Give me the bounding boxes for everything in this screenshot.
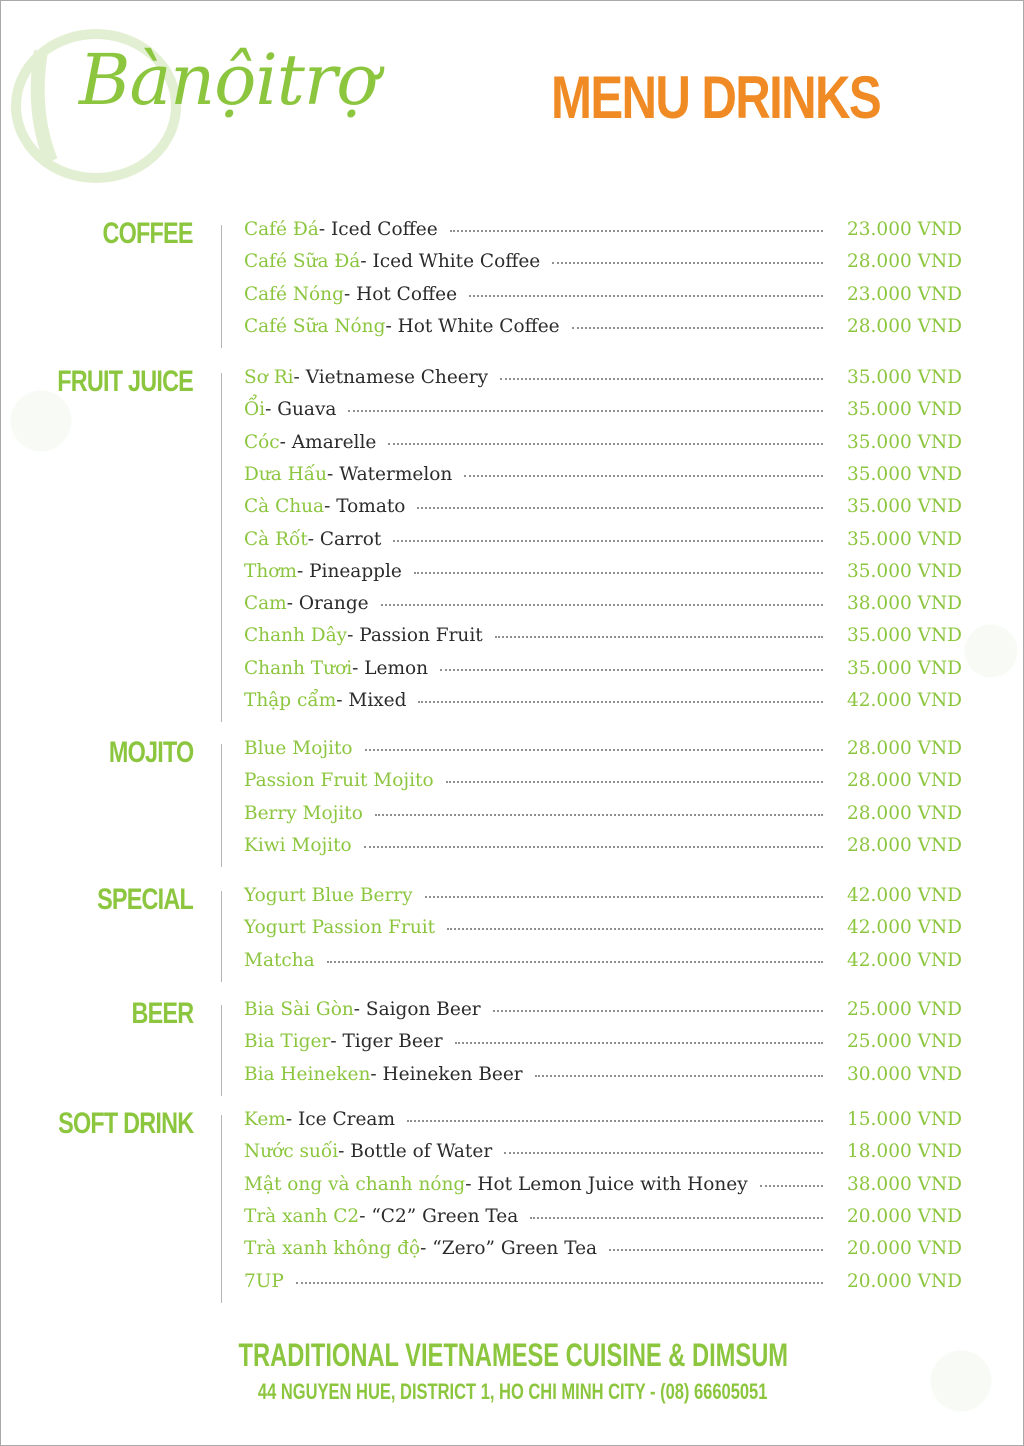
item-name-vn: Chanh Dây (244, 625, 348, 647)
item-name-vn: Trà xanh không độ (244, 1238, 421, 1260)
item-name-vn: Nước suối (244, 1141, 339, 1163)
item-name-vn: Café Đá (244, 219, 319, 240)
item-price: 28.000 VND (847, 251, 962, 273)
menu-item (244, 834, 962, 865)
dot-leader (417, 507, 823, 509)
item-name-vn: 7UP (244, 1270, 284, 1292)
item-name-en: - Iced Coffee (319, 219, 438, 240)
section-divider (221, 225, 222, 348)
item-name-en: - Tiger Beer (330, 1031, 442, 1052)
item-price: 28.000 VND (847, 802, 962, 824)
item-name-en: - Lemon (352, 658, 428, 679)
item-name-en: - Passion Fruit (347, 625, 483, 646)
dot-leader (393, 540, 823, 542)
menu-item (244, 917, 962, 947)
dot-leader (296, 1282, 823, 1284)
item-price: 35.000 VND (847, 528, 962, 550)
item-name-en: - Vietnamese Cheery (294, 367, 489, 388)
item-name-vn: Café Nóng (244, 283, 344, 305)
item-name-en: - Saigon Beer (354, 999, 481, 1020)
item-name-vn: Cà Chua (244, 496, 325, 518)
section-title: SPECIAL (97, 883, 193, 916)
dot-leader (760, 1185, 823, 1187)
item-price: 38.000 VND (847, 1173, 962, 1195)
menu-item (244, 802, 962, 833)
dot-leader (469, 295, 823, 297)
item-name-vn: Thơm (244, 560, 297, 582)
dot-leader (552, 262, 823, 264)
item-name-en: - Mixed (336, 690, 406, 711)
item-price: 35.000 VND (847, 463, 962, 485)
menu-item (244, 251, 962, 281)
item-price: 35.000 VND (847, 560, 962, 582)
item-price: 30.000 VND (847, 1063, 962, 1085)
item-price: 35.000 VND (847, 399, 962, 421)
dot-leader (447, 928, 823, 930)
section-divider (221, 744, 222, 867)
dot-leader (414, 572, 823, 574)
dot-leader (375, 814, 823, 816)
section-title: SOFT DRINK (57, 1107, 193, 1140)
item-name-vn: Blue Mojito (244, 738, 353, 759)
item-name-en: - Hot Coffee (344, 284, 457, 305)
item-price: 35.000 VND (847, 431, 962, 453)
menu-item (244, 283, 962, 314)
menu-item (244, 1238, 962, 1268)
item-name-vn: Yogurt Passion Fruit (244, 917, 436, 939)
item-name-en: - Ice Cream (286, 1109, 395, 1130)
item-name-vn: Trà xanh C2 (244, 1205, 360, 1227)
menu-item (244, 1109, 962, 1139)
item-name-vn: Mật ong và chanh nóng (244, 1173, 466, 1195)
item-name-vn: Chanh Tươi (244, 657, 353, 679)
section-title: COFFEE (102, 217, 193, 250)
dot-leader (495, 636, 823, 638)
menu-item (244, 593, 962, 623)
item-price: 42.000 VND (847, 949, 962, 971)
section-divider (221, 373, 222, 722)
menu-item (244, 738, 962, 768)
item-price: 15.000 VND (847, 1109, 962, 1130)
item-price: 25.000 VND (847, 999, 962, 1020)
dot-leader (504, 1152, 823, 1154)
item-name-vn: Dưa Hấu (244, 463, 328, 485)
section-divider (221, 1005, 222, 1096)
footer-tagline: TRADITIONAL VIETNAMESE CUISINE & DIMSUM (238, 1337, 788, 1373)
dot-leader (535, 1075, 823, 1077)
item-name-vn: Ổi (244, 399, 266, 421)
item-name-vn: Kiwi Mojito (244, 834, 352, 856)
logo-text: Bànộitrợ (79, 39, 378, 121)
dot-leader (365, 749, 823, 751)
menu-item (244, 431, 962, 462)
item-price: 18.000 VND (847, 1141, 962, 1163)
item-name-en: - Hot White Coffee (385, 316, 559, 337)
menu-item (244, 399, 962, 429)
item-price: 28.000 VND (847, 315, 962, 337)
item-name-en: - “Zero” Green Tea (420, 1238, 597, 1259)
item-name-vn: Yogurt Blue Berry (244, 885, 413, 906)
menu-item (244, 1270, 962, 1301)
item-price: 28.000 VND (847, 834, 962, 856)
item-name-vn: Thập cẩm (244, 690, 337, 711)
dot-leader (364, 846, 823, 848)
item-name-vn: Passion Fruit Mojito (244, 770, 434, 792)
section-title: BEER (131, 997, 193, 1030)
menu-item (244, 1173, 962, 1204)
item-name-vn: Cà Rốt (244, 528, 308, 550)
dot-leader (407, 1120, 823, 1122)
menu-item (244, 625, 962, 655)
dot-leader (440, 669, 823, 671)
menu-item (244, 1141, 962, 1171)
item-name-en: - Guava (265, 399, 336, 420)
dot-leader (450, 230, 823, 232)
menu-item (244, 1205, 962, 1236)
dot-leader (464, 475, 823, 477)
item-price: 35.000 VND (847, 657, 962, 679)
item-name-vn: Cam (244, 593, 287, 615)
item-name-vn: Cóc (244, 431, 280, 453)
page-title: MENU DRINKS (551, 64, 881, 131)
item-name-vn: Sơ Ri (244, 367, 294, 388)
item-price: 38.000 VND (847, 593, 962, 615)
menu-item (244, 528, 962, 559)
item-name-en: - Watermelon (327, 464, 452, 485)
dot-leader (348, 410, 823, 412)
item-price: 25.000 VND (847, 1031, 962, 1053)
item-price: 20.000 VND (847, 1238, 962, 1260)
section-title: MOJITO (108, 736, 193, 769)
section-title: FRUIT JUICE (57, 365, 193, 398)
menu-item (244, 770, 962, 800)
menu-item (244, 463, 962, 494)
item-price: 20.000 VND (847, 1205, 962, 1227)
item-price: 35.000 VND (847, 496, 962, 518)
item-price: 35.000 VND (847, 367, 962, 388)
section-divider (221, 1115, 222, 1303)
item-name-en: - Tomato (324, 496, 405, 517)
menu-item (244, 315, 962, 346)
item-price: 42.000 VND (847, 885, 962, 906)
item-name-en: - “C2” Green Tea (359, 1206, 518, 1227)
item-price: 23.000 VND (847, 283, 962, 305)
item-name-vn: Bia Heineken (244, 1063, 371, 1085)
item-name-vn: Café Sữa Nóng (244, 315, 386, 337)
section-divider (221, 891, 222, 982)
item-name-en: - Pineapple (297, 561, 402, 582)
menu-item (244, 885, 962, 915)
dot-leader (446, 781, 823, 783)
item-name-en: - Hot Lemon Juice with Honey (465, 1174, 747, 1195)
dot-leader (425, 896, 823, 898)
menu-item (244, 560, 962, 591)
item-name-en: - Orange (287, 593, 369, 614)
dot-leader (388, 443, 823, 445)
item-name-vn: Kem (244, 1109, 286, 1130)
item-name-en: - Amarelle (280, 432, 377, 453)
logo (11, 11, 431, 186)
menu-item (244, 367, 962, 397)
item-price: 42.000 VND (847, 917, 962, 939)
item-name-vn: Bia Tiger (244, 1031, 331, 1053)
dot-leader (381, 604, 823, 606)
dot-leader (455, 1042, 823, 1044)
item-name-en: - Bottle of Water (338, 1141, 492, 1162)
menu-item (244, 1031, 962, 1061)
item-name-en: - Heineken Beer (370, 1064, 522, 1085)
footer-address: 44 NGUYEN HUE, DISTRICT 1, HO CHI MINH CITY - (08) 66605051 (258, 1379, 768, 1404)
menu-item (244, 949, 962, 980)
item-price: 28.000 VND (847, 738, 962, 759)
item-name-vn: Bia Sài Gòn (244, 999, 354, 1020)
dot-leader (493, 1010, 823, 1012)
dot-leader (500, 378, 823, 380)
dot-leader (418, 701, 823, 703)
menu-item (244, 219, 962, 249)
dot-leader (609, 1249, 823, 1251)
menu-item (244, 690, 962, 720)
item-price: 35.000 VND (847, 625, 962, 647)
item-name-vn: Matcha (244, 949, 315, 971)
dot-leader (327, 961, 823, 963)
item-name-vn: Berry Mojito (244, 802, 363, 824)
item-name-en: - Iced White Coffee (360, 251, 540, 272)
item-price: 28.000 VND (847, 770, 962, 792)
item-price: 42.000 VND (847, 690, 962, 711)
menu-item (244, 999, 962, 1029)
item-price: 20.000 VND (847, 1270, 962, 1292)
item-name-vn: Café Sữa Đá (244, 251, 361, 273)
menu-item (244, 496, 962, 526)
item-price: 23.000 VND (847, 219, 962, 240)
menu-item (244, 657, 962, 688)
dot-leader (572, 327, 823, 329)
menu-item (244, 1063, 962, 1094)
item-name-en: - Carrot (308, 529, 382, 550)
dot-leader (530, 1217, 823, 1219)
